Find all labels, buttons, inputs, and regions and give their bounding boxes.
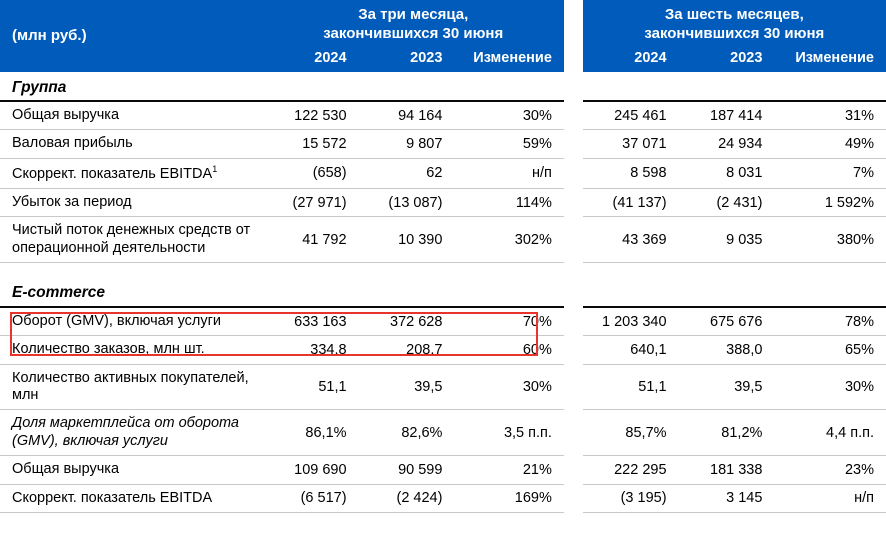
cell-q2023: 9 807: [359, 130, 455, 158]
cell-q2023: 62: [359, 158, 455, 188]
cell-hchange: 65%: [774, 336, 886, 364]
row-label: Скоррект. показатель EBITDA: [0, 484, 263, 512]
cell-hchange: 4,4 п.п.: [774, 410, 886, 456]
row-label: Количество активных покупателей, млн: [0, 364, 263, 410]
section-pad: [359, 277, 455, 307]
section-spacer: [0, 263, 886, 278]
cell-hchange: 1 592%: [774, 189, 886, 217]
row-label: Чистый поток денежных средств от операционной деятельности: [0, 217, 263, 263]
row-label: Количество заказов, млн шт.: [0, 336, 263, 364]
section-pad: [263, 72, 359, 102]
cell-qchange: 70%: [454, 307, 563, 336]
spacer-cell: [359, 263, 455, 278]
col-2024-halfyear: 2024: [583, 48, 679, 72]
section-pad: [583, 277, 679, 307]
period-3m-line2: закончившихся 30 июня: [323, 24, 504, 42]
unit-label: (млн руб.): [0, 0, 263, 72]
section-pad: [774, 72, 886, 102]
row-label-ebitda-group: [0, 158, 263, 188]
spacer-cell: [583, 263, 679, 278]
cell-q2024: (27 971): [263, 189, 359, 217]
cell-qchange: 3,5 п.п.: [454, 410, 563, 456]
spacer-cell: [263, 263, 359, 278]
table-row: [0, 189, 886, 217]
row-label: Валовая прибыль: [0, 130, 263, 158]
table-row: [0, 130, 886, 158]
cell-q2024: 109 690: [263, 456, 359, 484]
row-label: Доля маркетплейса от оборота (GMV), включая услуги: [0, 410, 263, 456]
cell-q2024: 334,8: [263, 336, 359, 364]
cell-q2024: (6 517): [263, 484, 359, 512]
cell-q2023: 82,6%: [359, 410, 455, 456]
cell-h2023: 39,5: [679, 364, 775, 410]
cell-qchange: 60%: [454, 336, 563, 364]
cell-h2024: 37 071: [583, 130, 679, 158]
spacer-cell: [774, 263, 886, 278]
table-row: [0, 336, 886, 364]
table-row: [0, 158, 886, 188]
spacer-cell: [679, 263, 775, 278]
cell-hchange: 78%: [774, 307, 886, 336]
spacer-cell: [0, 263, 263, 278]
cell-hchange: 7%: [774, 158, 886, 188]
section-pad: [679, 277, 775, 307]
gap: [564, 307, 583, 336]
cell-q2024: 633 163: [263, 307, 359, 336]
section-pad: [774, 277, 886, 307]
cell-h2024: 1 203 340: [583, 307, 679, 336]
col-change-quarter: Изменение: [454, 48, 563, 72]
cell-qchange: 169%: [454, 484, 563, 512]
gap: [564, 189, 583, 217]
cell-h2023: 9 035: [679, 217, 775, 263]
section-title-group: Группа: [0, 72, 263, 102]
cell-h2024: 640,1: [583, 336, 679, 364]
gap: [564, 336, 583, 364]
gap: [564, 217, 583, 263]
row-label-text: Скоррект. показатель EBITDA: [12, 165, 213, 182]
gap: [564, 364, 583, 410]
cell-q2024: 51,1: [263, 364, 359, 410]
cell-q2024: 41 792: [263, 217, 359, 263]
cell-h2024: 222 295: [583, 456, 679, 484]
gap: [564, 263, 583, 278]
period-6m-line1: За шесть месяцев,: [664, 6, 804, 23]
table-row: [0, 217, 886, 263]
col-change-halfyear: Изменение: [774, 48, 886, 72]
table-row: [0, 484, 886, 512]
gap: [564, 410, 583, 456]
cell-h2023: (2 431): [679, 189, 775, 217]
cell-q2024: 122 530: [263, 101, 359, 130]
gap: [564, 158, 583, 188]
gap: [564, 130, 583, 158]
row-label: Общая выручка: [0, 456, 263, 484]
section-pad: [679, 72, 775, 102]
period-3m-header: [263, 0, 564, 48]
table-body: [0, 72, 886, 513]
gap: [564, 101, 583, 130]
cell-q2023: 372 628: [359, 307, 455, 336]
cell-h2024: 245 461: [583, 101, 679, 130]
table-row: [0, 410, 886, 456]
gap: [564, 277, 583, 307]
cell-hchange: 380%: [774, 217, 886, 263]
cell-q2023: 208,7: [359, 336, 455, 364]
cell-h2023: 81,2%: [679, 410, 775, 456]
section-pad: [454, 277, 563, 307]
cell-hchange: 30%: [774, 364, 886, 410]
table-row: [0, 101, 886, 130]
cell-h2023: 187 414: [679, 101, 775, 130]
cell-h2024: 85,7%: [583, 410, 679, 456]
cell-hchange: 23%: [774, 456, 886, 484]
cell-q2023: (2 424): [359, 484, 455, 512]
cell-q2023: 90 599: [359, 456, 455, 484]
period-6m-line2: закончившихся 30 июня: [644, 24, 825, 42]
section-pad: [359, 72, 455, 102]
cell-q2024: 86,1%: [263, 410, 359, 456]
cell-h2024: (41 137): [583, 189, 679, 217]
section-pad: [583, 72, 679, 102]
section-pad: [263, 277, 359, 307]
cell-h2023: 181 338: [679, 456, 775, 484]
cell-h2023: 675 676: [679, 307, 775, 336]
section-title-ecommerce: E-commerce: [0, 277, 263, 307]
section-header-row: [0, 277, 886, 307]
row-label: Убыток за период: [0, 189, 263, 217]
cell-h2023: 8 031: [679, 158, 775, 188]
section-pad: [454, 72, 563, 102]
cell-h2024: (3 195): [583, 484, 679, 512]
cell-q2023: 94 164: [359, 101, 455, 130]
row-label: Оборот (GMV), включая услуги: [0, 307, 263, 336]
cell-qchange: 302%: [454, 217, 563, 263]
spacer-cell: [454, 263, 563, 278]
cell-hchange: н/п: [774, 484, 886, 512]
table-row: [0, 456, 886, 484]
cell-q2024: 15 572: [263, 130, 359, 158]
gap: [564, 484, 583, 512]
cell-h2024: 43 369: [583, 217, 679, 263]
cell-qchange: 114%: [454, 189, 563, 217]
cell-h2023: 388,0: [679, 336, 775, 364]
footnote-marker: 1: [212, 163, 218, 174]
cell-qchange: 21%: [454, 456, 563, 484]
period-6m-header: [583, 0, 886, 48]
cell-hchange: 49%: [774, 130, 886, 158]
cell-hchange: 31%: [774, 101, 886, 130]
header-gap: [564, 0, 583, 72]
period-3m-line1: За три месяца,: [358, 6, 469, 23]
cell-qchange: н/п: [454, 158, 563, 188]
section-header-row: [0, 72, 886, 102]
cell-h2024: 8 598: [583, 158, 679, 188]
table-row: [0, 364, 886, 410]
gap: [564, 72, 583, 102]
cell-h2023: 24 934: [679, 130, 775, 158]
header-period-row: [0, 0, 886, 48]
cell-qchange: 30%: [454, 364, 563, 410]
table-header: [0, 0, 886, 72]
col-2023-halfyear: 2023: [679, 48, 775, 72]
cell-qchange: 59%: [454, 130, 563, 158]
cell-q2023: 39,5: [359, 364, 455, 410]
col-2024-quarter: 2024: [263, 48, 359, 72]
row-label: Общая выручка: [0, 101, 263, 130]
cell-q2024: (658): [263, 158, 359, 188]
cell-q2023: (13 087): [359, 189, 455, 217]
cell-h2024: 51,1: [583, 364, 679, 410]
col-2023-quarter: 2023: [359, 48, 455, 72]
table-row-gmv: [0, 307, 886, 336]
gap: [564, 456, 583, 484]
cell-qchange: 30%: [454, 101, 563, 130]
cell-h2023: 3 145: [679, 484, 775, 512]
cell-q2023: 10 390: [359, 217, 455, 263]
